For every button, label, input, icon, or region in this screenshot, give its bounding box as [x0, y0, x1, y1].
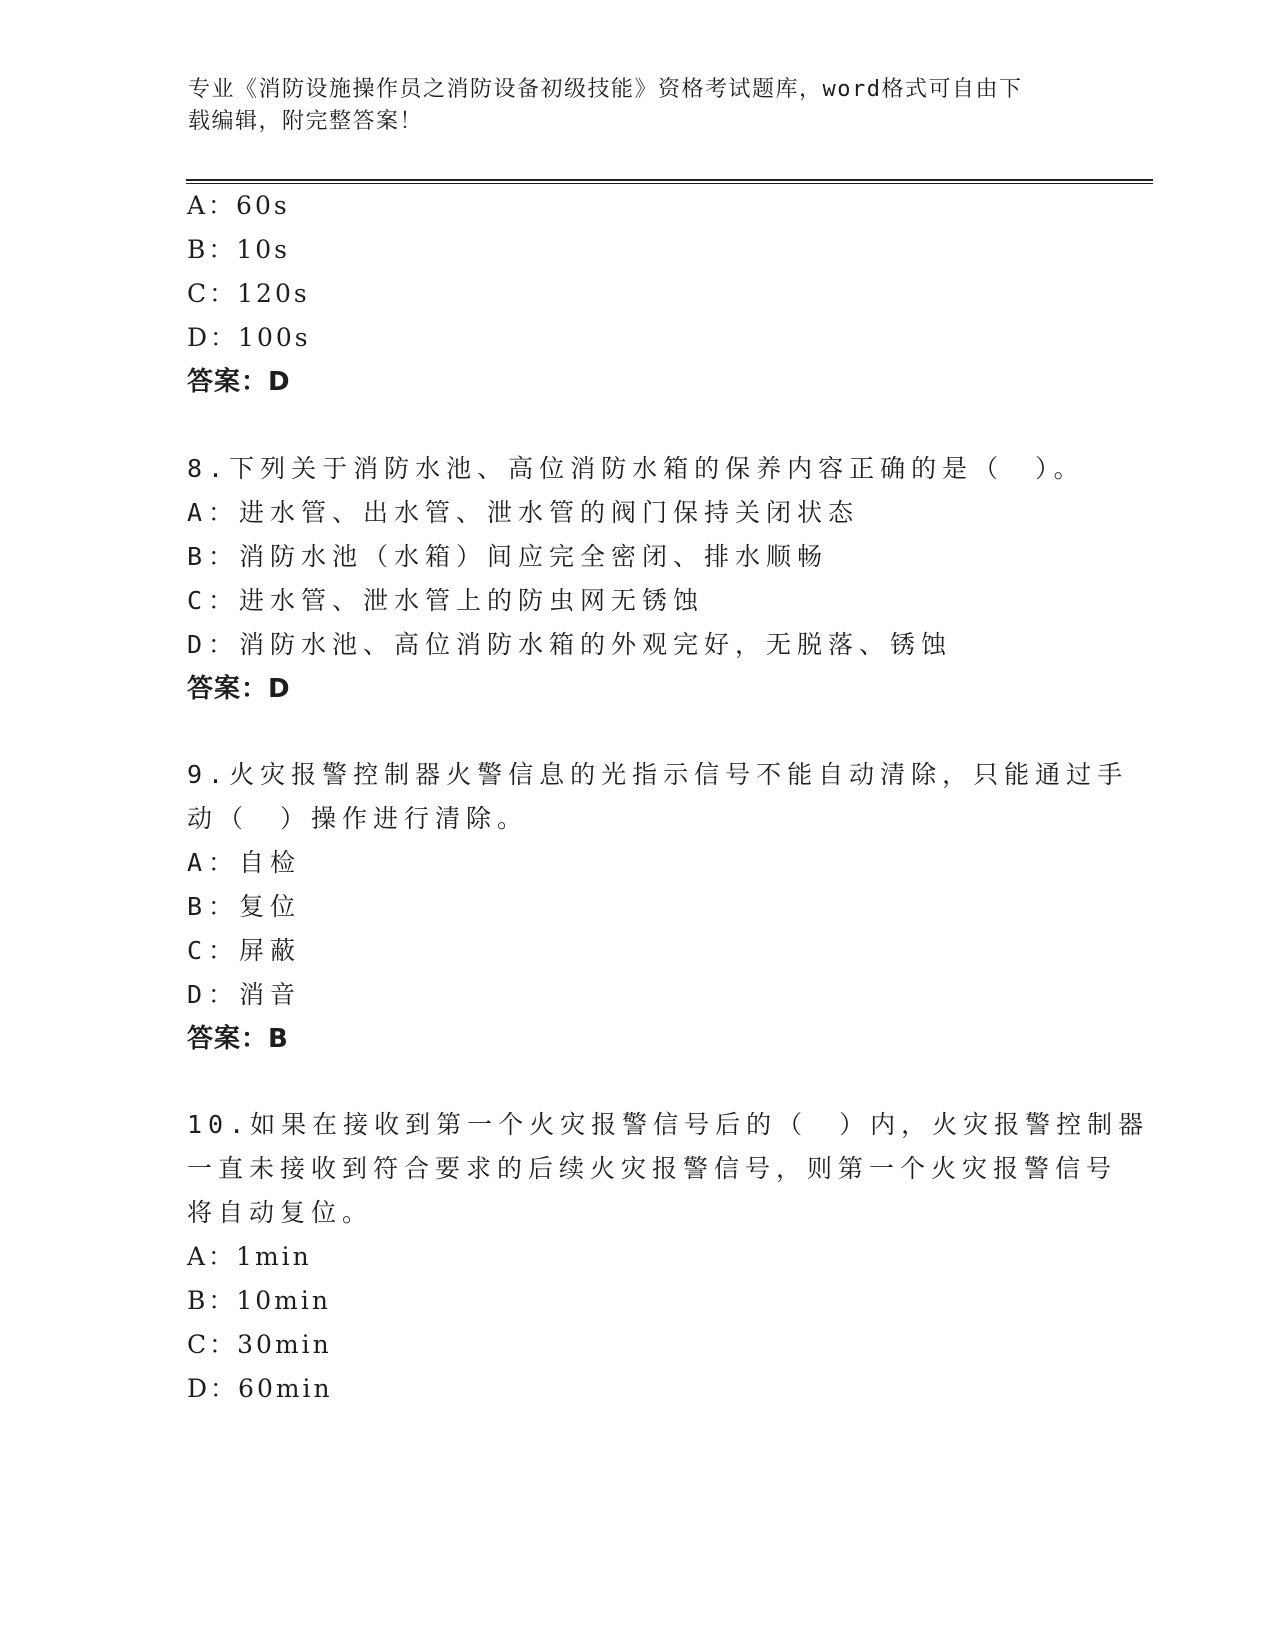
q7-option-c: C：120s — [187, 279, 310, 308]
header-line-2: 载编辑，附完整答案！ — [188, 109, 424, 134]
q9-option-a: A：自检 — [187, 848, 302, 877]
q10-option-d: D：60min — [187, 1374, 333, 1403]
q9-option-c: C：屏蔽 — [187, 936, 302, 965]
header-divider-thin — [186, 183, 1153, 184]
q8-option-b: B：消防水池（水箱）间应完全密闭、排水顺畅 — [187, 542, 829, 571]
header-line-1: 专业《消防设施操作员之消防设备初级技能》资格考试题库，word格式可自由下 — [188, 77, 1023, 102]
q10-option-b: B：10min — [187, 1286, 331, 1315]
q7-option-a: A：60s — [187, 191, 290, 220]
q8-answer: 答案：D — [187, 674, 291, 704]
q8-option-a: A：进水管、出水管、泄水管的阀门保持关闭状态 — [187, 498, 860, 527]
q8-stem: 8.下列关于消防水池、高位消防水箱的保养内容正确的是（ ）。 — [187, 454, 1085, 483]
q9-answer: 答案：B — [187, 1024, 289, 1054]
q10-stem-line-2: 一直未接收到符合要求的后续火灾报警信号，则第一个火灾报警信号 — [187, 1154, 1118, 1183]
q7-answer: 答案：D — [187, 367, 291, 397]
document-header — [188, 74, 1068, 138]
q9-option-b: B：复位 — [187, 892, 302, 921]
header-divider-thick — [186, 179, 1153, 181]
q9-stem-line-1: 9.火灾报警控制器火警信息的光指示信号不能自动清除，只能通过手 — [187, 760, 1129, 789]
q10-stem-line-3: 将自动复位。 — [187, 1198, 374, 1227]
q8-option-d: D：消防水池、高位消防水箱的外观完好，无脱落、锈蚀 — [187, 630, 953, 659]
q7-option-b: B：10s — [187, 235, 291, 264]
q10-stem-line-1: 10.如果在接收到第一个火灾报警信号后的（ ）内，火灾报警控制器 — [187, 1110, 1150, 1139]
q10-option-a: A：1min — [187, 1242, 312, 1271]
q8-option-c: C：进水管、泄水管上的防虫网无锈蚀 — [187, 586, 705, 615]
q9-option-d: D：消音 — [187, 980, 302, 1009]
q9-stem-line-2: 动（ ）操作进行清除。 — [187, 804, 529, 833]
q7-option-d: D：100s — [187, 323, 311, 352]
q10-option-c: C：30min — [187, 1330, 332, 1359]
